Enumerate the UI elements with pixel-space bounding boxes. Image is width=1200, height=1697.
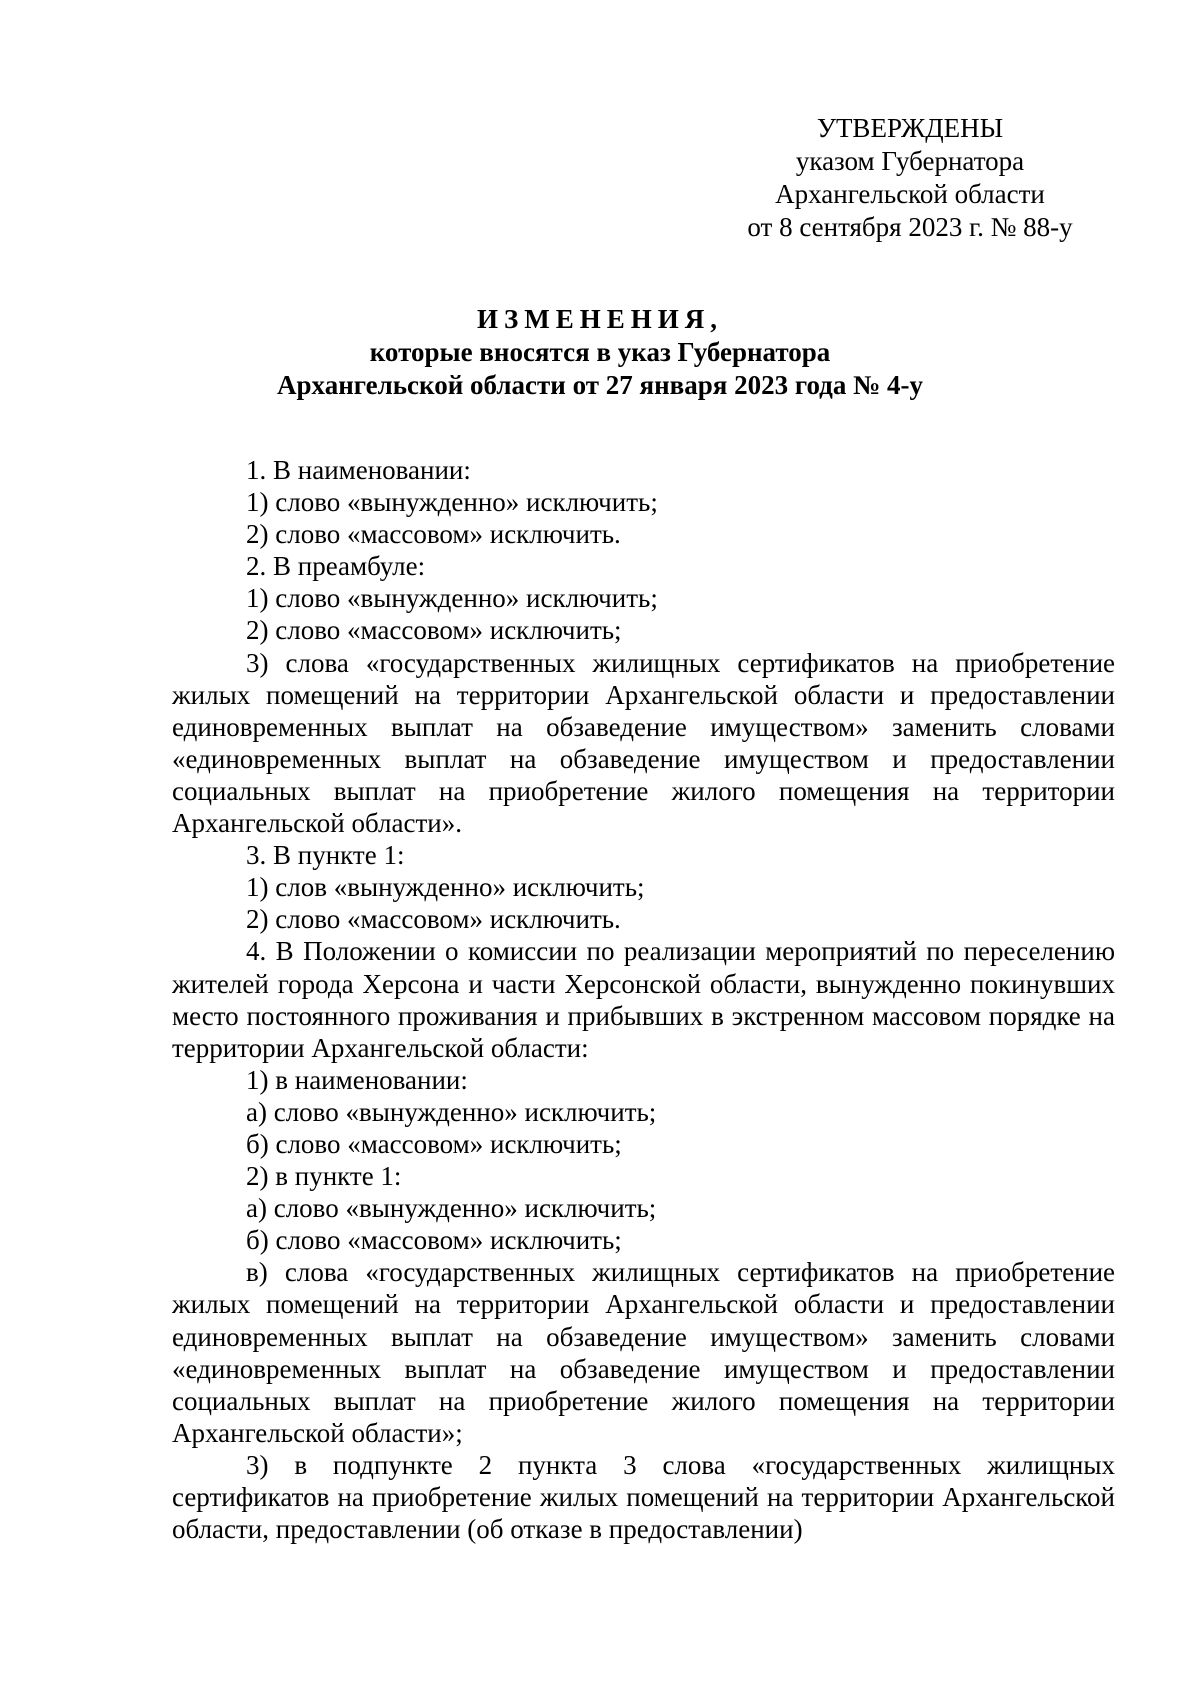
paragraph: 2) слово «массовом» исключить.: [246, 519, 621, 550]
document-title-line-1: которые вносятся в указ Губернатора: [369, 337, 831, 367]
document-title-main: ИЗМЕНЕНИЯ,: [476, 304, 723, 334]
paragraph: 1) слово «вынужденно» исключить;: [246, 487, 658, 518]
document-body: [172, 454, 1115, 1545]
paragraph: 1) в наименовании:: [246, 1064, 468, 1095]
approval-title: УТВЕРЖДЕНЫ: [816, 113, 1004, 143]
approval-stamp: [700, 112, 1120, 244]
paragraph: 1. В наименовании:: [246, 455, 471, 485]
paragraph: а) слово «вынужденно» исключить;: [246, 1096, 657, 1127]
approval-region: Архангельской области: [775, 179, 1045, 209]
paragraph: а) слово «вынужденно» исключить;: [246, 1193, 657, 1224]
paragraph: 2) слово «массовом» исключить.: [246, 904, 621, 935]
approval-date: от 8 сентября 2023 г. № 88-у: [747, 212, 1073, 242]
paragraph: б) слово «массовом» исключить;: [246, 1128, 622, 1159]
paragraph: в) слова «государственных жилищных сертификатов на приобретение жилых помещений на территории Архангельской области и предоставлении единовременных выплат на обзаведение имуществом» заменить словами «единовременных выплат на обзаведение имуществом и предоставлении социальных выплат на приобретение жилого помещения на территории Архангельской области»;: [172, 1257, 1115, 1448]
document-title: [150, 303, 1050, 402]
paragraph: 2) слово «массовом» исключить;: [246, 615, 622, 646]
paragraph: 4. В Положении о комиссии по реализации мероприятий по переселению жителей города Херсона и части Херсонской области, вынужденно покинувших место постоянного проживания и прибывших в экстренном массовом порядке на территории Архангельской области:: [172, 936, 1115, 1063]
paragraph: б) слово «массовом» исключить;: [246, 1225, 622, 1256]
paragraph: 2) в пункте 1:: [246, 1161, 402, 1192]
paragraph: 2. В преамбуле:: [246, 551, 426, 582]
document-title-line-2: Архангельской области от 27 января 2023 года № 4-у: [277, 370, 923, 400]
paragraph: 3) в подпункте 2 пункта 3 слова «государственных жилищных сертификатов на приобретение жилых помещений на территории Архангельской области, предоставлении (об отказе в предоставлении): [172, 1449, 1115, 1545]
paragraph: 3) слова «государственных жилищных сертификатов на приобретение жилых помещений на территории Архангельской области и предоставлении единовременных выплат на обзаведение имуществом» заменить словами «единовременных выплат на обзаведение имуществом и предоставлении социальных выплат на приобретение жилого помещения на территории Архангельской области».: [172, 647, 1115, 839]
paragraph: 3. В пункте 1:: [246, 840, 405, 871]
paragraph: 1) слов «вынужденно» исключить;: [246, 872, 645, 903]
paragraph: 1) слово «вынужденно» исключить;: [246, 583, 658, 614]
approval-authority: указом Губернатора: [795, 146, 1025, 176]
